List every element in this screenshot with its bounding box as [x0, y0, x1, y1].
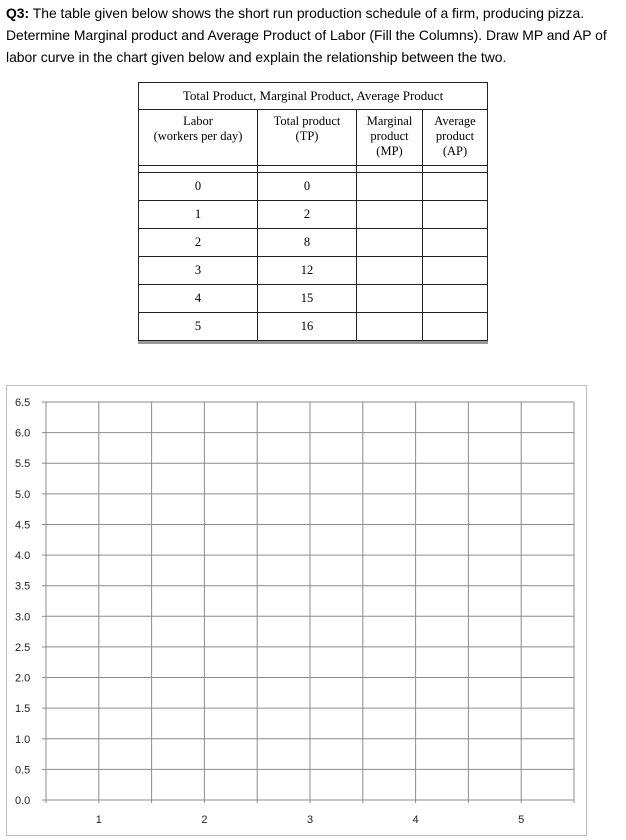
header-mp-line2: product	[370, 129, 409, 143]
question-number: Q3:	[6, 5, 30, 21]
cell-tp: 8	[258, 229, 357, 257]
x-tick-label: 5	[518, 814, 525, 826]
header-tp-line1: Total product	[273, 114, 341, 128]
cell-labor: 2	[139, 229, 258, 257]
cell-ap[interactable]	[423, 257, 488, 285]
header-mp	[357, 110, 423, 166]
cell-labor: 0	[139, 173, 258, 201]
table-row	[139, 201, 488, 229]
x-tick-label: 2	[201, 814, 208, 826]
table-row	[139, 285, 488, 313]
header-ap	[423, 110, 488, 166]
y-tick-label: 1.0	[15, 733, 31, 746]
production-table	[138, 82, 488, 344]
y-tick-label: 6.0	[15, 427, 31, 440]
cell-ap[interactable]	[423, 285, 488, 313]
question-body: The table given below shows the short run production schedule of a firm, producing pizza. Determine Marginal product and Average Product of Labor (Fill the Columns). Draw MP and AP of labor curve in the chart given below and explain the relationship between the two.	[6, 5, 607, 65]
y-axis-ticks	[15, 397, 46, 807]
header-labor	[139, 110, 258, 166]
y-tick-label: 4.0	[15, 550, 31, 563]
cell-ap[interactable]	[423, 229, 488, 257]
y-tick-label: 0.0	[15, 795, 31, 807]
y-tick-label: 2.5	[15, 641, 31, 654]
header-ap-line2: product	[435, 129, 475, 143]
cell-tp: 2	[258, 201, 357, 229]
cell-labor: 4	[139, 285, 258, 313]
cell-mp[interactable]	[357, 173, 423, 201]
header-labor-line2: (workers per day)	[153, 129, 243, 143]
table-bottom-border	[138, 341, 488, 344]
cell-mp[interactable]	[357, 229, 423, 257]
y-tick-label: 0.5	[15, 764, 31, 777]
x-tick-label: 1	[95, 814, 102, 826]
table-title: Total Product, Marginal Product, Average Product	[139, 83, 488, 110]
cell-ap[interactable]	[423, 173, 488, 201]
y-tick-label: 2.0	[15, 672, 31, 685]
header-ap-line1: Average	[434, 114, 476, 128]
header-tp-line2: (TP)	[295, 129, 319, 143]
header-mp-line1: Marginal	[366, 114, 413, 128]
cell-mp[interactable]	[357, 285, 423, 313]
cell-ap[interactable]	[423, 201, 488, 229]
table-row	[139, 257, 488, 285]
y-tick-label: 3.5	[15, 580, 31, 593]
y-tick-label: 5.5	[15, 458, 31, 471]
y-tick-label: 6.5	[15, 397, 31, 409]
y-tick-label: 3.0	[15, 611, 31, 624]
cell-tp: 0	[258, 173, 357, 201]
header-mp-line3: (MP)	[376, 144, 403, 158]
question-text	[6, 2, 624, 68]
x-tick-label: 4	[412, 814, 419, 826]
cell-mp[interactable]	[357, 201, 423, 229]
header-tp	[258, 110, 357, 166]
x-axis-ticks	[96, 814, 525, 826]
y-tick-label: 4.5	[15, 519, 31, 532]
chart-frame	[6, 385, 587, 836]
cell-mp[interactable]	[357, 257, 423, 285]
cell-tp: 16	[258, 313, 357, 341]
x-tick-label: 3	[306, 814, 314, 826]
cell-labor: 1	[139, 201, 258, 229]
mp-ap-chart[interactable]	[7, 386, 588, 837]
vertical-gridlines	[46, 402, 574, 803]
cell-labor: 3	[139, 257, 258, 285]
y-tick-label: 1.5	[15, 703, 31, 716]
table-row	[139, 229, 488, 257]
header-labor-line1: Labor	[183, 114, 213, 128]
cell-labor: 5	[139, 313, 258, 341]
cell-tp: 12	[258, 257, 357, 285]
cell-tp: 15	[258, 285, 357, 313]
cell-ap[interactable]	[423, 313, 488, 341]
y-tick-label: 5.0	[15, 488, 31, 501]
table-row	[139, 313, 488, 341]
cell-mp[interactable]	[357, 313, 423, 341]
table-row	[139, 173, 488, 201]
header-ap-line3: (AP)	[442, 144, 468, 158]
